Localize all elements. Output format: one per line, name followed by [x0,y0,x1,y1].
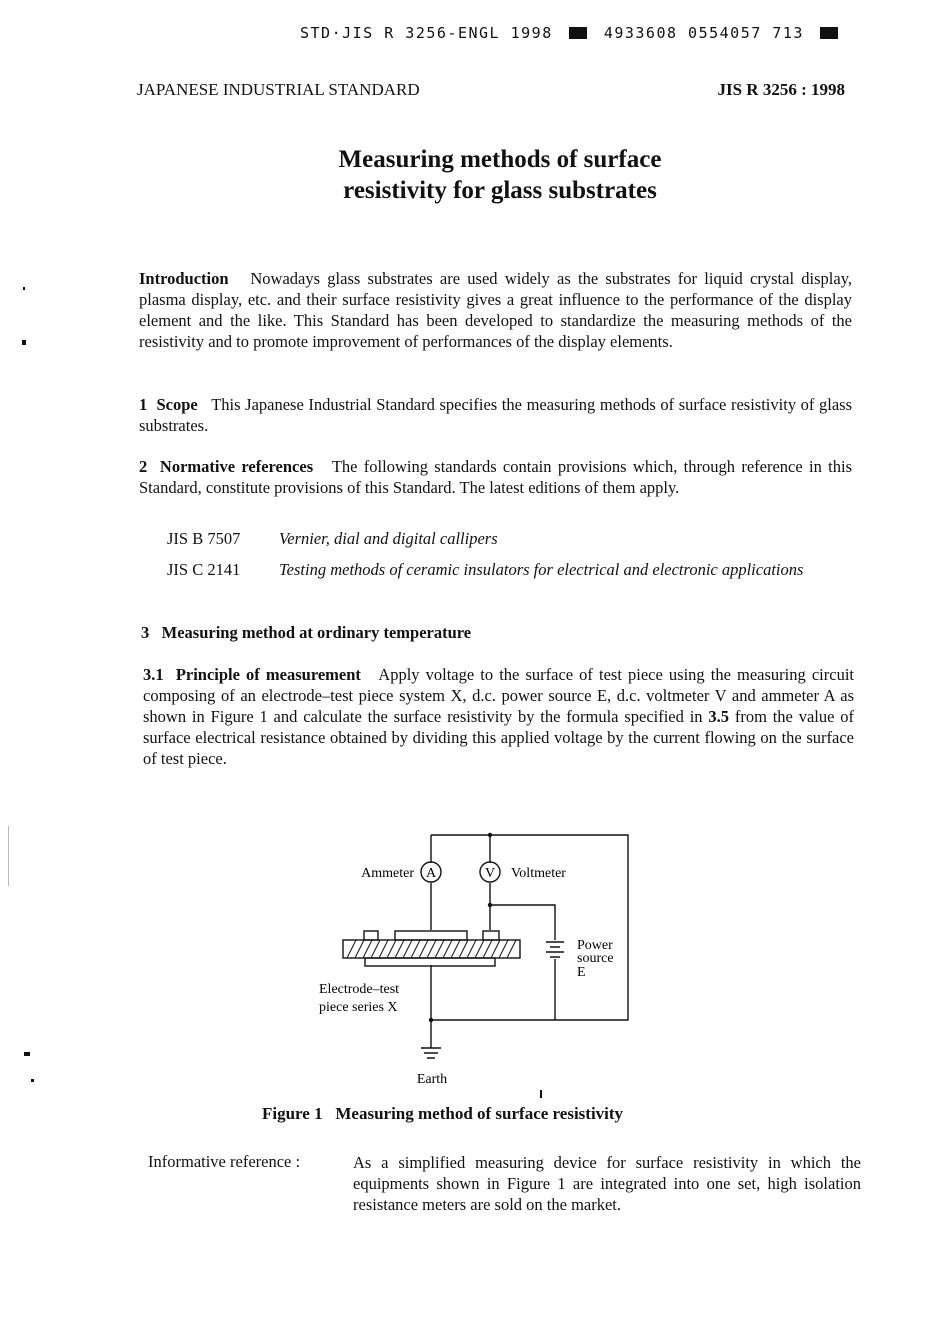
scope-text: This Japanese Industrial Standard specifies the measuring methods of surface resistivity of glass substrates. [139,395,853,435]
electrode-left [364,931,378,940]
ammeter-letter: A [425,866,437,881]
voltmeter-letter: V [484,866,496,881]
section-3-1-cross-reference: 3.5 [708,707,729,726]
section-3-title: Measuring method at ordinary temperature [161,623,472,642]
introduction-heading: Introduction [139,269,229,288]
barcode-block [569,27,587,39]
document-code-b: 4933608 0554057 713 [603,24,804,42]
title-line-2: resistivity for glass substrates [343,177,657,204]
figure-caption [262,1104,623,1124]
junction-dot [429,1018,433,1022]
document-code-a: STD·JIS R 3256-ENGL 1998 [300,24,553,42]
electrode-main [395,931,467,940]
scan-speck [540,1090,542,1098]
figure-number: Figure 1 [262,1104,323,1123]
electrode-label-1: Electrode–test [319,982,400,997]
reference-code: JIS B 7507 [167,529,241,548]
section-3-1-heading: Principle of measurement [175,665,361,684]
junction-dot [488,903,492,907]
scan-speck [8,826,9,886]
ammeter-label: Ammeter [361,866,414,881]
electrode-label-2: piece series X [319,1000,398,1015]
normative-text: The following standards contain provisions which, through reference in this Standard, constitute provisions of this Standard. The latest editions of them apply. [139,457,853,497]
scope-heading: Scope [156,395,198,414]
scan-speck [24,1052,30,1056]
reference-code: JIS C 2141 [167,560,241,579]
section-3-1-number: 3.1 [143,665,164,684]
page-title [150,144,850,206]
earth-label: Earth [416,1072,448,1087]
circuit-wire-power [490,905,555,1020]
power-source-label-2: source [577,951,614,966]
scan-speck [22,340,26,345]
power-source-label-1: Power [577,938,613,953]
section-3-1-text-a: Apply voltage to the surface of test piece using the measuring circuit composing of an electrode–test piece system X, d.c. power source E, d.c. voltmeter V and ammeter A as shown in Figure 1 and calculate the surface resistivity by the formula specified in [143,665,854,726]
voltmeter-label: Voltmeter [511,866,566,881]
section-3-number: 3 [141,623,150,642]
document-code-line [300,24,844,42]
measuring-circuit-diagram [300,825,640,1095]
running-header-left: JAPANESE INDUSTRIAL STANDARD [137,80,420,99]
power-source-symbol [546,942,564,957]
introduction-text: Nowadays glass substrates are used widely as the substrates for liquid crystal display, plasma display, etc. and their surface resistivity gives a great influence to the performance of the display element and the like. This Standard has been developed to standardize the measuring methods of the resistivity and to promote improvement of performances of the display elements. [139,269,853,351]
scope-paragraph [139,394,852,436]
title-line-1: Measuring methods of surface [338,146,662,173]
introduction-paragraph [139,268,852,352]
informative-reference-label: Informative reference : [148,1152,301,1171]
normative-references-paragraph [139,456,852,498]
electrode-bottom [365,958,495,966]
barcode-block-end [820,27,838,39]
circuit-wire-top [431,835,628,1020]
reference-row [167,528,867,550]
figure-caption-text: Measuring method of surface resistivity [335,1104,624,1123]
power-source-label-3: E [577,965,586,980]
normative-heading: Normative references [159,457,314,476]
junction-dot [488,833,492,837]
earth-symbol [421,1048,441,1058]
section-3-1-paragraph [143,664,854,769]
scan-speck [23,287,25,290]
glass-hatching [347,940,516,958]
electrode-right [483,931,499,940]
section-3-1-text-b: from the value of surface electrical resistance obtained by dividing this applied voltage by the current flowing on the surface of test piece. [143,707,855,768]
scope-number: 1 [139,395,148,414]
reference-title: Testing methods of ceramic insulators for electrical and electronic applications [279,560,804,579]
reference-row [167,559,867,603]
scan-speck [31,1079,34,1082]
running-header-right: JIS R 3256 : 1998 [717,80,845,99]
normative-number: 2 [139,457,148,476]
section-3-heading [141,622,854,643]
reference-title: Vernier, dial and digital callipers [279,529,498,548]
informative-reference-text: As a simplified measuring device for surface resistivity in which the equipments shown in Figure 1 are integrated into one set, high isolation resistance meters are sold on the market. [353,1153,861,1214]
